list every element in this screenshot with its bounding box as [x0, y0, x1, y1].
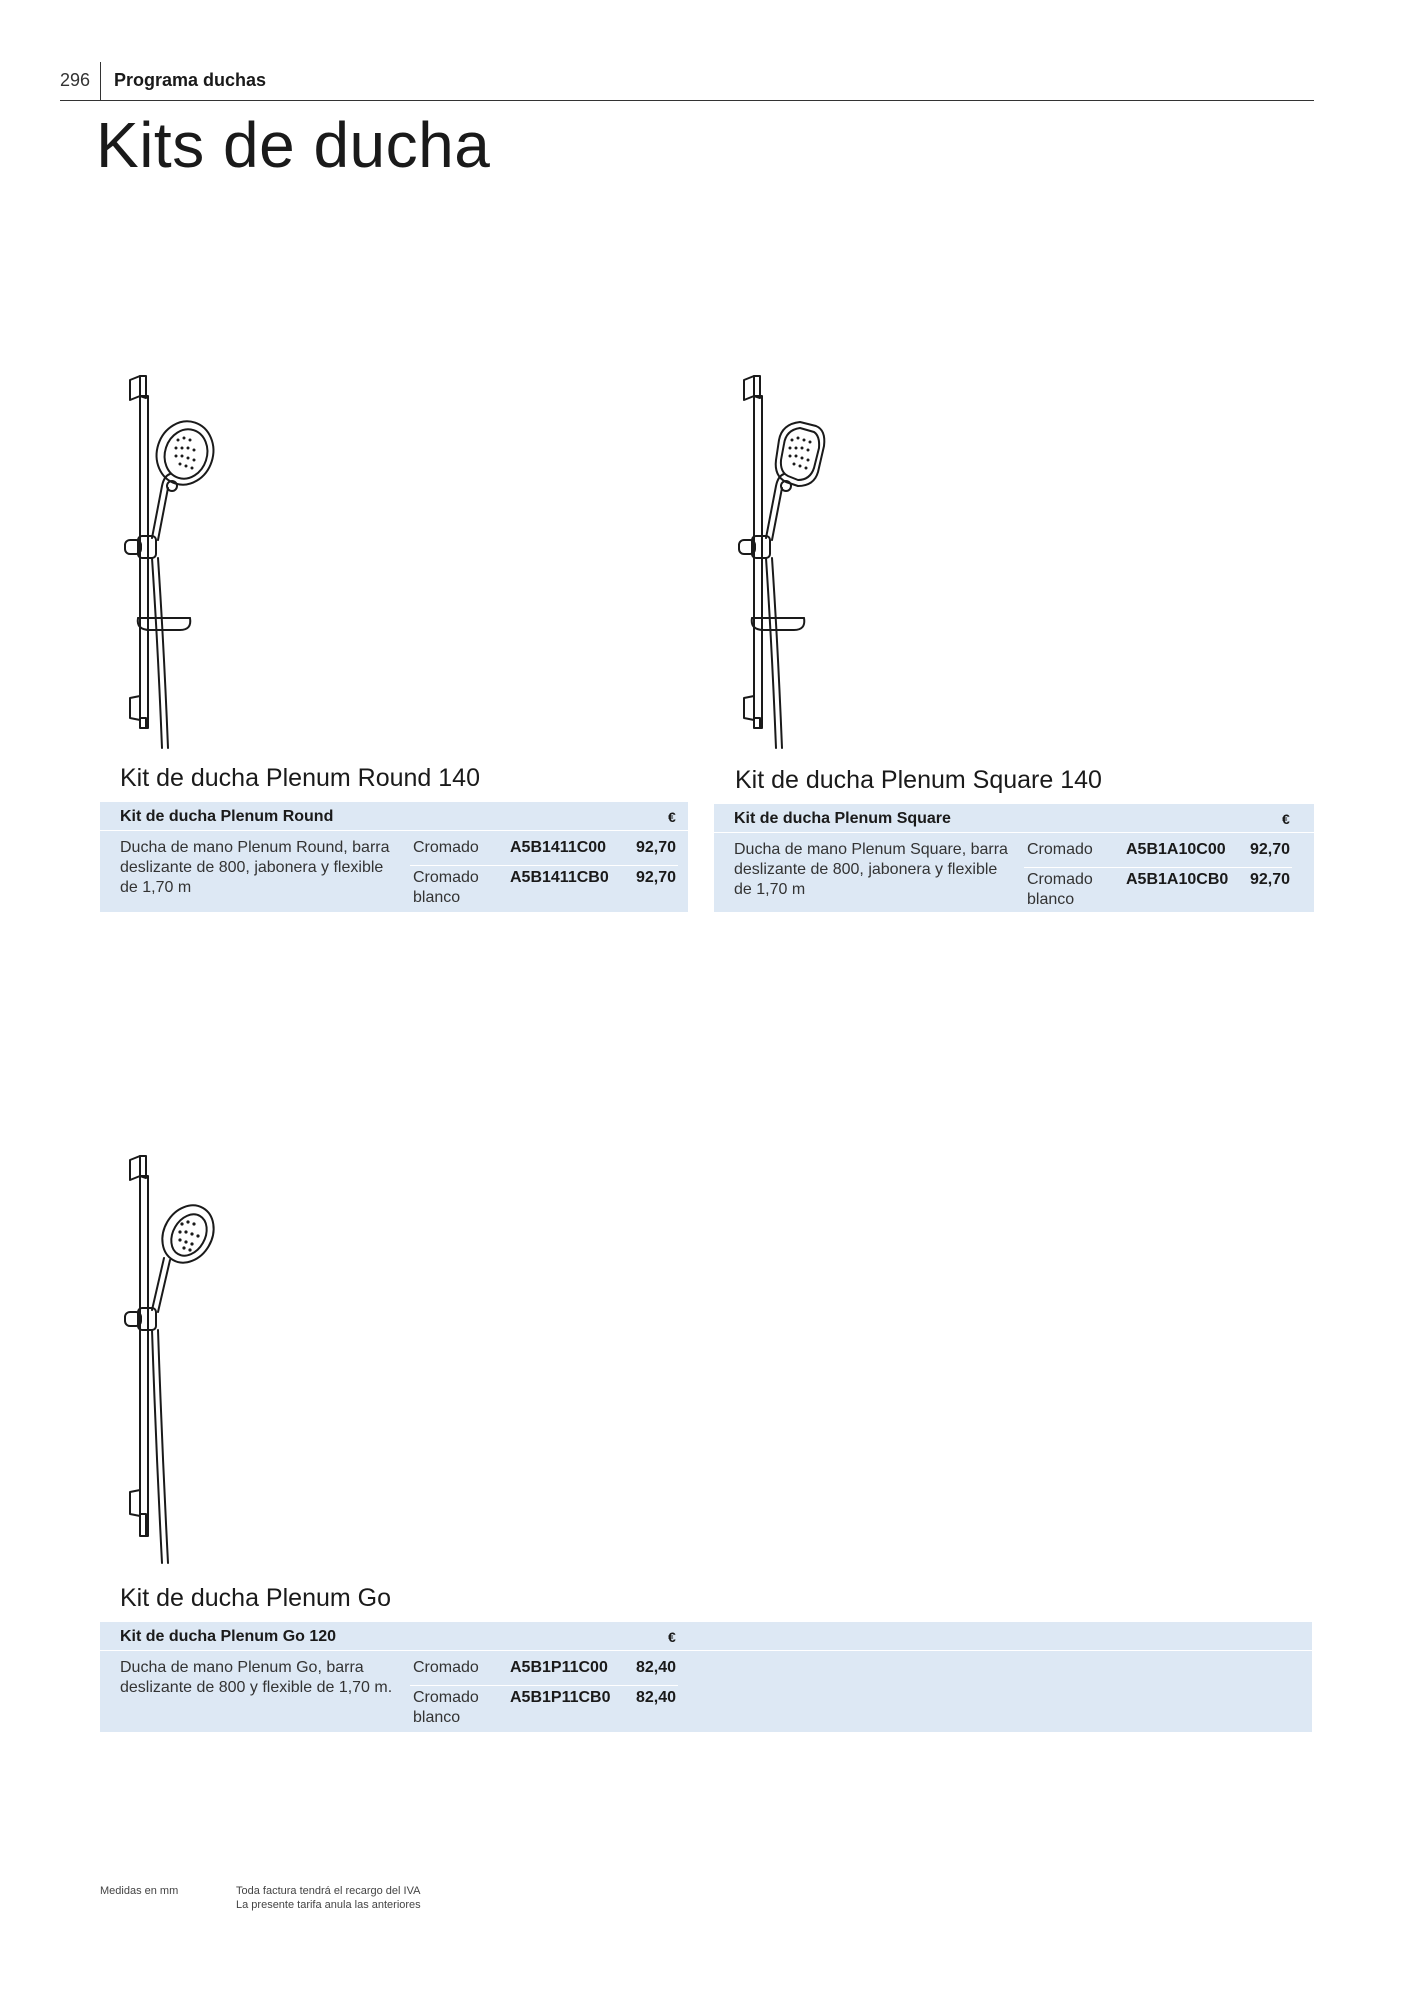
finish: Cromado — [413, 1659, 479, 1676]
price: 92,70 — [1249, 841, 1290, 858]
product-code: A5B1411C00 — [510, 839, 607, 856]
currency-symbol: € — [1282, 811, 1290, 827]
shower-kit-square-illustration — [724, 368, 844, 753]
table-title: Kit de ducha Plenum Round — [120, 808, 334, 825]
product-code: A5B1P11CB0 — [510, 1689, 611, 1706]
table-row — [100, 866, 688, 906]
table-header — [100, 1622, 1312, 1651]
finish: Cromado — [1027, 841, 1093, 858]
header-rule — [60, 100, 1314, 101]
price: 82,40 — [635, 1659, 676, 1676]
header-separator — [100, 62, 101, 100]
footer-units: Medidas en mm — [100, 1885, 179, 1897]
product-name-round: Kit de ducha Plenum Round 140 — [120, 764, 480, 792]
product-description: Ducha de mano Plenum Round, barra deslizante de 800, jabonera y flexible de 1,70 m — [120, 839, 390, 896]
table-title: Kit de ducha Plenum Square — [734, 810, 951, 827]
shower-kit-go-illustration — [110, 1148, 230, 1568]
finish: Cromado blanco — [1027, 871, 1093, 908]
product-code: A5B1A10CB0 — [1126, 871, 1229, 888]
section-title: Programa duchas — [114, 70, 267, 90]
currency-symbol: € — [668, 809, 676, 825]
price: 92,70 — [635, 839, 676, 856]
product-name-square: Kit de ducha Plenum Square 140 — [735, 766, 1102, 794]
price-table-round — [100, 802, 688, 912]
finish: Cromado blanco — [413, 869, 479, 906]
table-row — [100, 836, 688, 866]
price-table-square — [714, 804, 1314, 912]
table-row — [714, 868, 1314, 908]
table-row — [100, 1656, 700, 1686]
price: 92,70 — [635, 869, 676, 886]
price: 92,70 — [1249, 871, 1290, 888]
finish: Cromado — [413, 839, 479, 856]
price-table-go — [100, 1622, 1312, 1732]
product-code: A5B1P11C00 — [510, 1659, 608, 1676]
table-header — [100, 802, 688, 831]
page-number: 296 — [60, 70, 91, 90]
currency-symbol: € — [668, 1629, 676, 1645]
table-row — [100, 1686, 700, 1726]
page-title: Kits de ducha — [96, 109, 491, 181]
product-description: Ducha de mano Plenum Go, barra deslizante de 800 y flexible de 1,70 m. — [120, 1659, 393, 1696]
finish: Cromado blanco — [413, 1689, 479, 1726]
shower-kit-round-illustration — [110, 368, 230, 753]
price: 82,40 — [635, 1689, 676, 1706]
table-title: Kit de ducha Plenum Go 120 — [120, 1628, 337, 1645]
product-description: Ducha de mano Plenum Square, barra deslizante de 800, jabonera y flexible de 1,70 m — [734, 841, 1008, 898]
footer-validity-note: La presente tarifa anula las anteriores — [236, 1899, 421, 1911]
table-row — [714, 838, 1314, 868]
footer-tax-note: Toda factura tendrá el recargo del IVA — [236, 1885, 421, 1897]
table-header — [714, 804, 1314, 833]
product-code: A5B1A10C00 — [1126, 841, 1226, 858]
product-code: A5B1411CB0 — [510, 869, 609, 886]
product-name-go: Kit de ducha Plenum Go — [120, 1584, 391, 1612]
